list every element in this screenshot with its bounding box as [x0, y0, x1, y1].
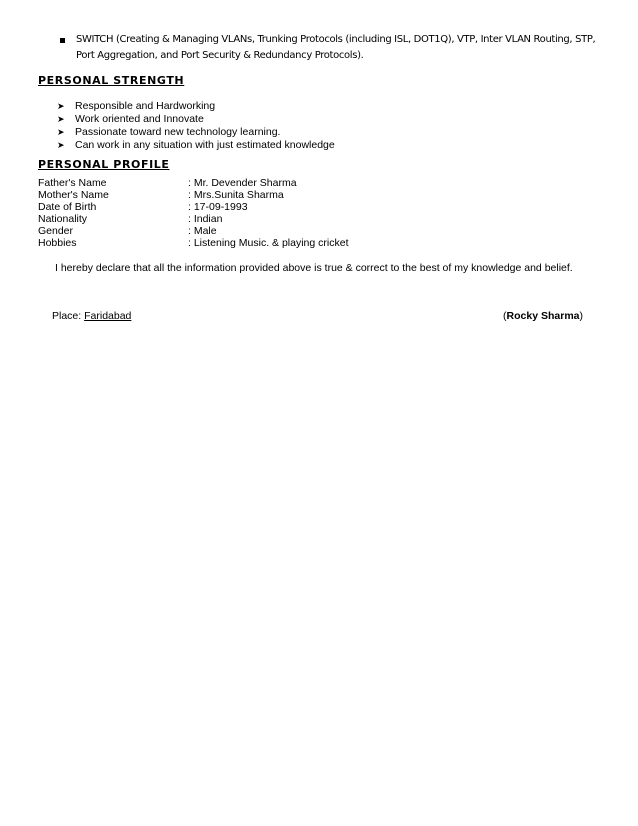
declaration-text: I hereby declare that all the information provided above is true & correct to the best of my knowledge and belief. — [55, 262, 573, 274]
list-item — [57, 126, 335, 139]
profile-value: : Indian — [188, 213, 223, 225]
profile-value: : Mr. Devender Sharma — [188, 177, 297, 189]
personal-profile-table — [38, 177, 348, 249]
arrow-bullet-icon: ➤ — [57, 101, 65, 111]
place-line — [52, 310, 131, 322]
list-item — [57, 113, 335, 126]
profile-label: Nationality — [38, 213, 88, 225]
list-item-text: Can work in any situation with just estimated knowledge — [75, 139, 335, 151]
arrow-bullet-icon: ➤ — [57, 114, 65, 124]
profile-value: : Male — [188, 225, 217, 237]
profile-label: Hobbies — [38, 237, 77, 249]
signature-open-paren: ( — [503, 310, 507, 322]
square-bullet-icon — [60, 38, 65, 43]
profile-value: : Mrs.Sunita Sharma — [188, 189, 284, 201]
arrow-bullet-icon: ➤ — [57, 127, 65, 137]
profile-value: : 17-09-1993 — [188, 201, 248, 213]
signature-close-paren: ) — [579, 310, 583, 322]
list-item-text: Passionate toward new technology learning. — [75, 126, 281, 138]
switch-skill-text: SWITCH (Creating & Managing VLANs, Trunking Protocols (including ISL, DOT1Q), VTP, Inter VLAN Routing, STP, Port Aggregation, and Port Security & Redundancy Protocols). — [76, 34, 596, 61]
list-item — [57, 100, 335, 113]
profile-label: Date of Birth — [38, 201, 97, 213]
profile-label: Gender — [38, 225, 74, 237]
profile-row — [38, 177, 348, 189]
personal-profile-heading: PERSONAL PROFILE — [38, 158, 170, 171]
profile-row — [38, 201, 348, 213]
list-item — [57, 139, 335, 152]
profile-label: Mother's Name — [38, 189, 109, 201]
personal-strength-list — [57, 100, 335, 152]
list-item-text: Work oriented and Innovate — [75, 113, 204, 125]
profile-row — [38, 189, 348, 201]
arrow-bullet-icon: ➤ — [57, 140, 65, 150]
profile-value: : Listening Music. & playing cricket — [188, 237, 349, 249]
profile-label: Father's Name — [38, 177, 107, 189]
personal-strength-heading: PERSONAL STRENGTH — [38, 74, 185, 87]
place-label: Place: — [52, 310, 85, 322]
list-item-text: Responsible and Hardworking — [75, 100, 216, 112]
profile-row — [38, 213, 348, 225]
place-value: Faridabad — [84, 310, 132, 322]
profile-row — [38, 225, 348, 237]
profile-row — [38, 237, 348, 249]
signature-name: Rocky Sharma — [506, 310, 580, 322]
signature-line — [503, 310, 583, 322]
